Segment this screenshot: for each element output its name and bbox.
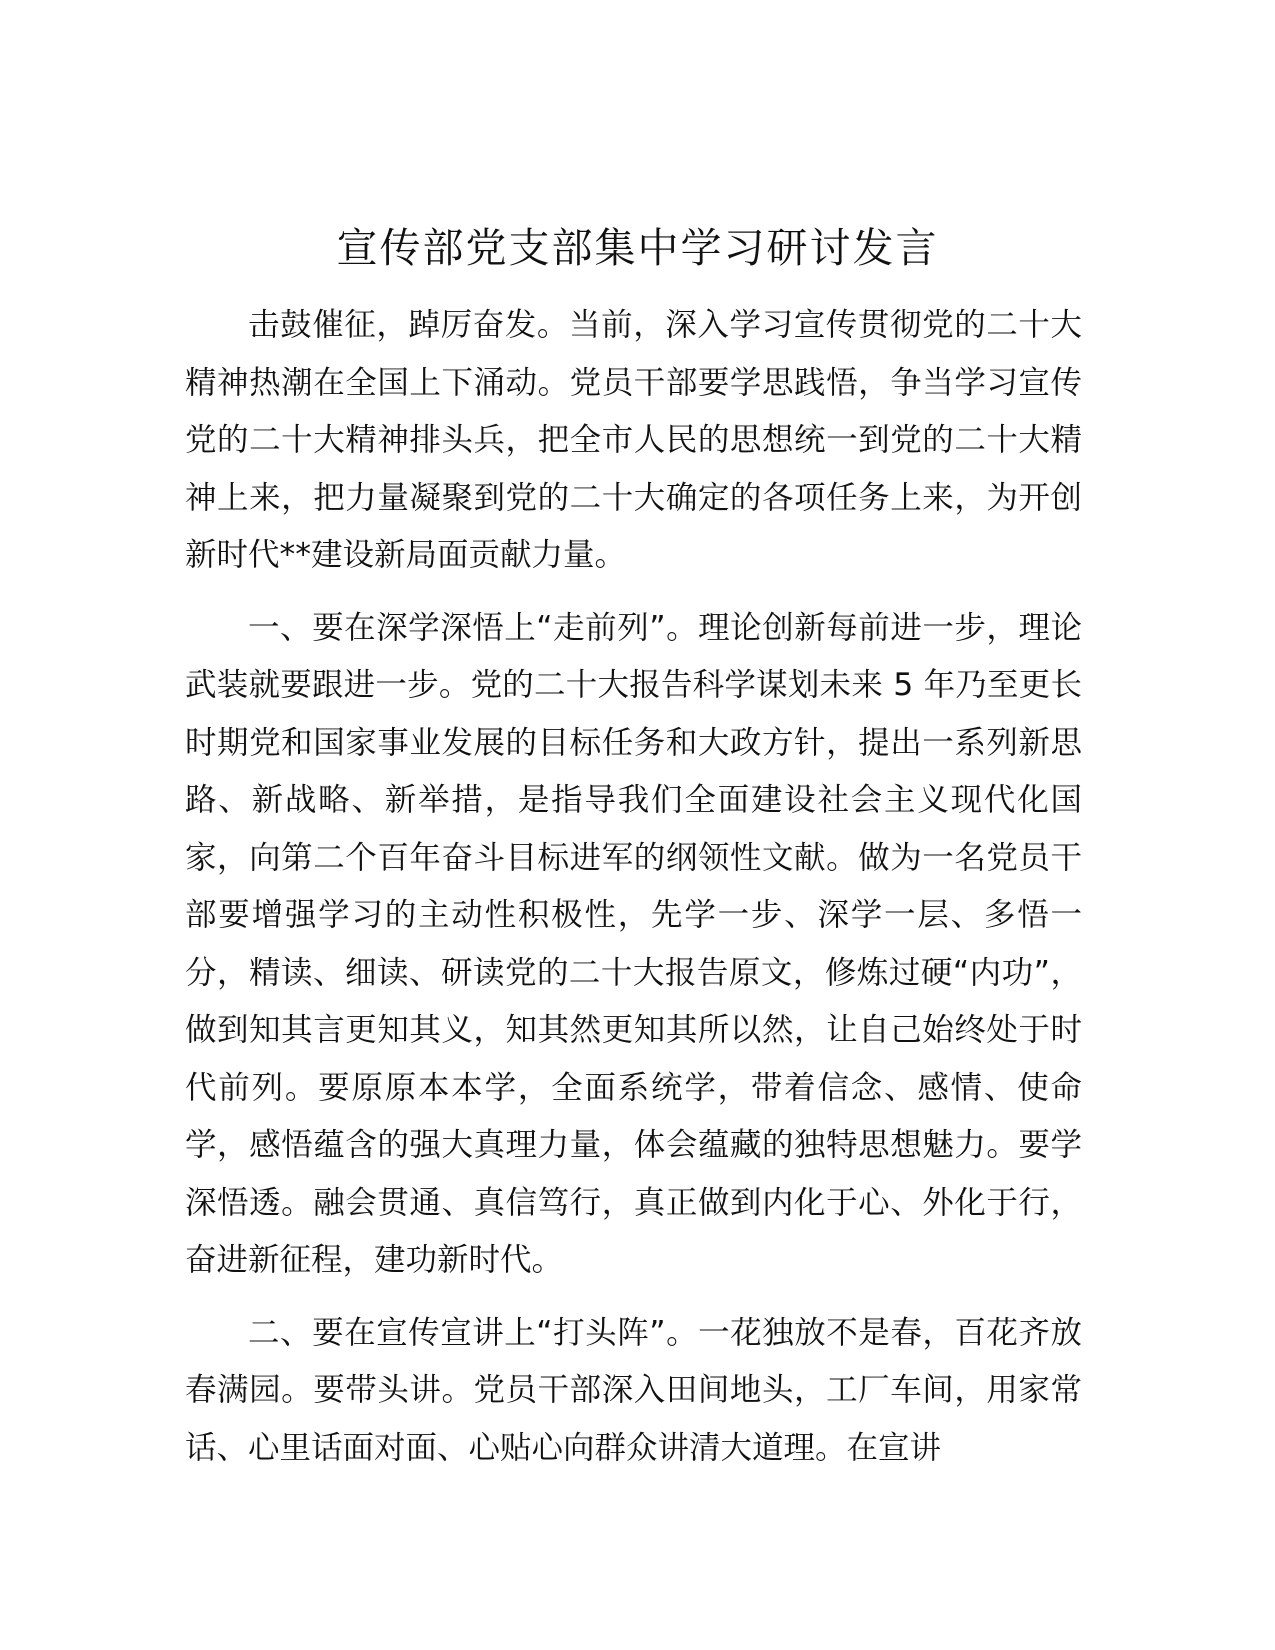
section-two-paragraph: 二、要在宣传宣讲上“打头阵”。一花独放不是春，百花齐放春满园。要带头讲。党员干部深入田间地头，工厂车间，用家常话、心里话面对面、心贴心向群众讲清大道理。在宣讲 (185, 1314, 1082, 1466)
document-body (185, 297, 1082, 1492)
document-title: 宣传部党支部集中学习研讨发言 (336, 224, 939, 272)
intro-paragraph: 击鼓催征，踔厉奋发。当前，深入学习宣传贯彻党的二十大精神热潮在全国上下涌动。党员干部要学思践悟，争当学习宣传党的二十大精神排头兵，把全市人民的思想统一到党的二十大精神上来，把力量凝聚到党的二十大确定的各项任务上来，为开创新时代**建设新局面贡献力量。 (185, 307, 1082, 573)
section-one-paragraph: 一、要在深学深悟上“走前列”。理论创新每前进一步，理论武装就要跟进一步。党的二十大报告科学谋划未来 5 年乃至更长时期党和国家事业发展的目标任务和大政方针，提出一系列新思路、新战略、新举措，是指导我们全面建设社会主义现代化国家，向第二个百年奋斗目标进军的纲领性文献。做为一名党员干部要增强学习的主动性积极性，先学一步、深学一层、多悟一分，精读、细读、研读党的二十大报告原文，修炼过硬“内功”，做到知其言更知其义，知其然更知其所以然，让自己始终处于时代前列。要原原本本学，全面系统学，带着信念、感情、使命学，感悟蕴含的强大真理力量，体会蕴藏的独特思想魅力。要学深悟透。融会贯通、真信笃行，真正做到内化于心、外化于行，奋进新征程，建功新时代。 (185, 609, 1082, 1278)
